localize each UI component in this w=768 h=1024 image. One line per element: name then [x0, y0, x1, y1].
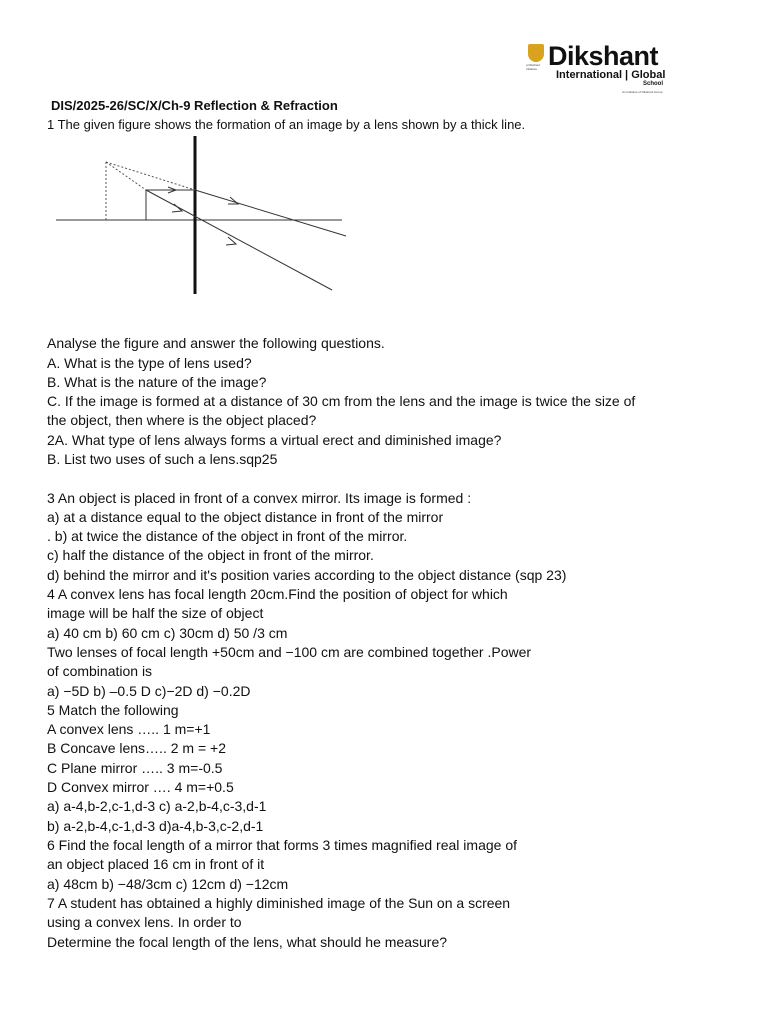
question-lens-combo-options: a) −5D b) –0.5 D c)−2D d) −0.2D	[47, 683, 251, 699]
question-3-option-d: d) behind the mirror and it's position varies according to the object distance (sqp 23)	[47, 567, 567, 583]
question-6-line-1: 6 Find the focal length of a mirror that forms 3 times magnified real image of	[47, 837, 517, 853]
document-header: DIS/2025-26/SC/X/Ch-9 Reflection & Refraction	[51, 98, 338, 113]
ray-extension-dotted-2	[106, 162, 146, 190]
question-7-line-3: Determine the focal length of the lens, what should he measure?	[47, 934, 448, 950]
question-7-line-1: 7 A student has obtained a highly diminished image of the Sun on a screen	[47, 895, 511, 911]
logo-tagline: a Dikshant Initiative	[526, 63, 541, 71]
question-4-line-1: 4 A convex lens has focal length 20cm.Find the position of object for which	[47, 586, 508, 602]
question-lens-combo-line-2: of combination is	[47, 663, 153, 679]
question-4-options: a) 40 cm b) 60 cm c) 30cm d) 50 /3 cm	[47, 625, 288, 641]
question-5-options-row-1: a) a-4,b-2,c-1,d-3 c) a-2,b-4,c-3,d-1	[47, 798, 267, 814]
question-3-stem: 3 An object is placed in front of a convex mirror. Its image is formed :	[47, 490, 472, 506]
school-logo	[526, 40, 676, 96]
lens-ray-diagram	[50, 132, 370, 298]
question-2a: 2A. What type of lens always forms a virtual erect and diminished image?	[47, 432, 502, 448]
ray-extension-dotted-1	[106, 162, 195, 190]
question-1a: A. What is the type of lens used?	[47, 355, 252, 371]
question-1c-line-1: C. If the image is formed at a distance of 30 cm from the lens and the image is twice the size of	[47, 393, 636, 409]
logo-brand-name: Dikshant	[548, 41, 659, 71]
question-4-line-2: image will be half the size of object	[47, 605, 264, 621]
match-item-b: B Concave lens….. 2 m = +2	[47, 740, 226, 756]
question-2b: B. List two uses of such a lens.sqp25	[47, 451, 278, 467]
logo-school-word: School	[643, 81, 664, 87]
question-3-option-a: a) at a distance equal to the object distance in front of the mirror	[47, 509, 444, 525]
ray-refracted-1	[195, 190, 346, 236]
question-1c-line-2: the object, then where is the object placed?	[47, 412, 317, 428]
question-6-options: a) 48cm b) −48/3cm c) 12cm d) −12cm	[47, 876, 289, 892]
question-6-line-2: an object placed 16 cm in front of it	[47, 856, 265, 872]
ray-through-centre	[146, 190, 332, 290]
question-5-stem: 5 Match the following	[47, 702, 179, 718]
question-3-option-c: c) half the distance of the object in front of the mirror.	[47, 547, 374, 563]
arrowhead-4	[226, 237, 236, 245]
question-3-option-b: . b) at twice the distance of the object in front of the mirror.	[47, 528, 408, 544]
logo-tagline-2: An Initiative of Dikshant Group	[622, 90, 663, 94]
question-lens-combo-line-1: Two lenses of focal length +50cm and −100 cm are combined together .Power	[47, 644, 532, 660]
match-item-d: D Convex mirror …. 4 m=+0.5	[47, 779, 234, 795]
question-5-options-row-2: b) a-2,b-4,c-1,d-3 d)a-4,b-3,c-2,d-1	[47, 818, 264, 834]
question-1-instructions: Analyse the figure and answer the following questions.	[47, 335, 385, 351]
question-1-text: 1 The given figure shows the formation of an image by a lens shown by a thick line.	[47, 117, 526, 132]
question-7-line-2: using a convex lens. In order to	[47, 914, 242, 930]
logo-subtitle: International | Global	[556, 69, 666, 81]
match-item-a: A convex lens ….. 1 m=+1	[47, 721, 211, 737]
question-1b: B. What is the nature of the image?	[47, 374, 267, 390]
match-item-c: C Plane mirror ….. 3 m=-0.5	[47, 760, 223, 776]
school-crest-icon	[528, 44, 544, 62]
